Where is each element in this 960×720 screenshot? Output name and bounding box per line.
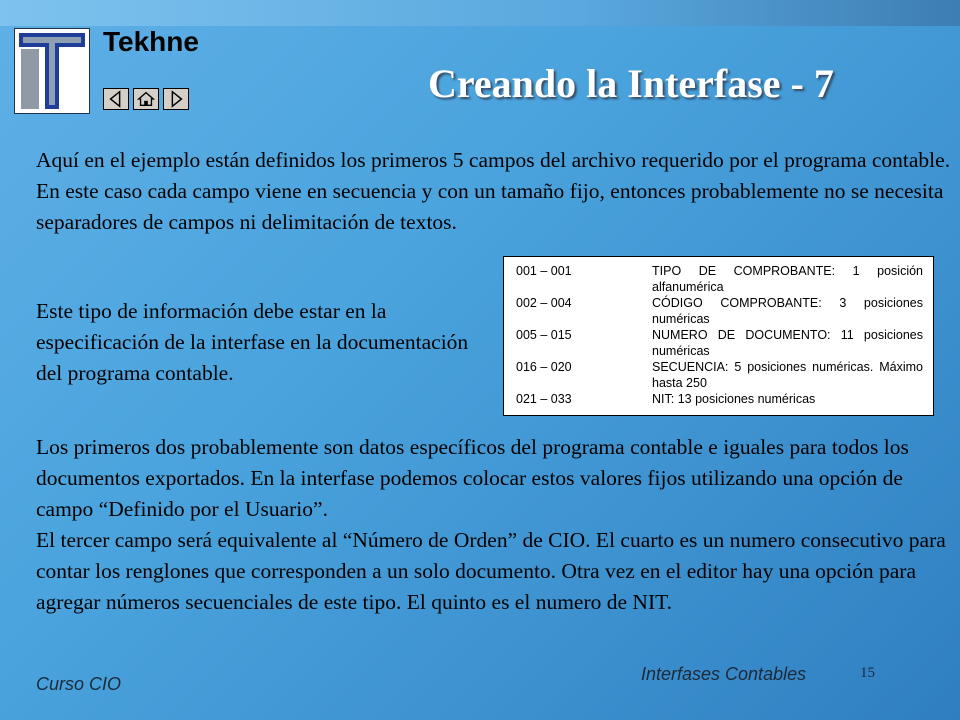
tekhne-logo [14, 28, 90, 114]
intro-paragraph: Aquí en el ejemplo están definidos los primeros 5 campos del archivo requerido por el programa contable. En este caso cada campo viene en secuencia y con un tamaño fijo, entonces probablemente no se necesita separadores de campos ni delimitación de textos. [36, 148, 951, 234]
field-description: NIT: 13 posiciones numéricas [652, 392, 816, 406]
table-row [516, 359, 923, 391]
field-description: SECUENCIA: 5 posiciones numéricas. Máximo hasta 250 [652, 360, 923, 390]
field-range: 021 – 033 [516, 392, 572, 406]
home-icon[interactable] [133, 88, 159, 110]
footer-subject: Interfases Contables [641, 664, 807, 684]
spec-note-paragraph: Este tipo de información debe estar en la especificación de la interfase en la documentación del programa contable. [36, 299, 469, 385]
explanation-paragraph: El tercer campo será equivalente al “Número de Orden” de CIO. El cuarto es un numero consecutivo para contar los renglones que corresponden a un solo documento. Otra vez en el editor hay una opción para agregar números secuenciales de este tipo. El quinto es el numero de NIT. [36, 528, 946, 614]
right-arrow-icon[interactable] [163, 88, 189, 110]
explanation-block [36, 432, 956, 618]
table-row [516, 391, 923, 407]
table-row [516, 263, 923, 295]
field-range: 005 – 015 [516, 328, 572, 342]
field-spec-table [503, 256, 934, 416]
field-range: 016 – 020 [516, 360, 572, 374]
field-description: CÓDIGO COMPROBANTE: 3 posiciones numéricas [652, 296, 923, 326]
slide-title: Creando la Interfase - 7 [428, 61, 834, 106]
field-range: 002 – 004 [516, 296, 572, 310]
footer-course: Curso CIO [36, 674, 122, 694]
page-number: 15 [860, 665, 875, 681]
field-range: 001 – 001 [516, 264, 572, 278]
field-description: NUMERO DE DOCUMENTO: 11 posiciones numéricas [652, 328, 923, 358]
left-arrow-icon[interactable] [103, 88, 129, 110]
brand-name: Tekhne [103, 26, 199, 57]
top-gradient-bar [0, 0, 960, 26]
explanation-paragraph: Los primeros dos probablemente son datos específicos del programa contable e iguales para todos los documentos exportados. En la interfase podemos colocar estos valores fijos utilizando una opción de campo “Definido por el Usuario”. [36, 435, 909, 521]
table-row [516, 327, 923, 359]
nav-buttons [103, 88, 189, 110]
table-row [516, 295, 923, 327]
field-description: TIPO DE COMPROBANTE: 1 posición alfanumérica [652, 264, 923, 294]
